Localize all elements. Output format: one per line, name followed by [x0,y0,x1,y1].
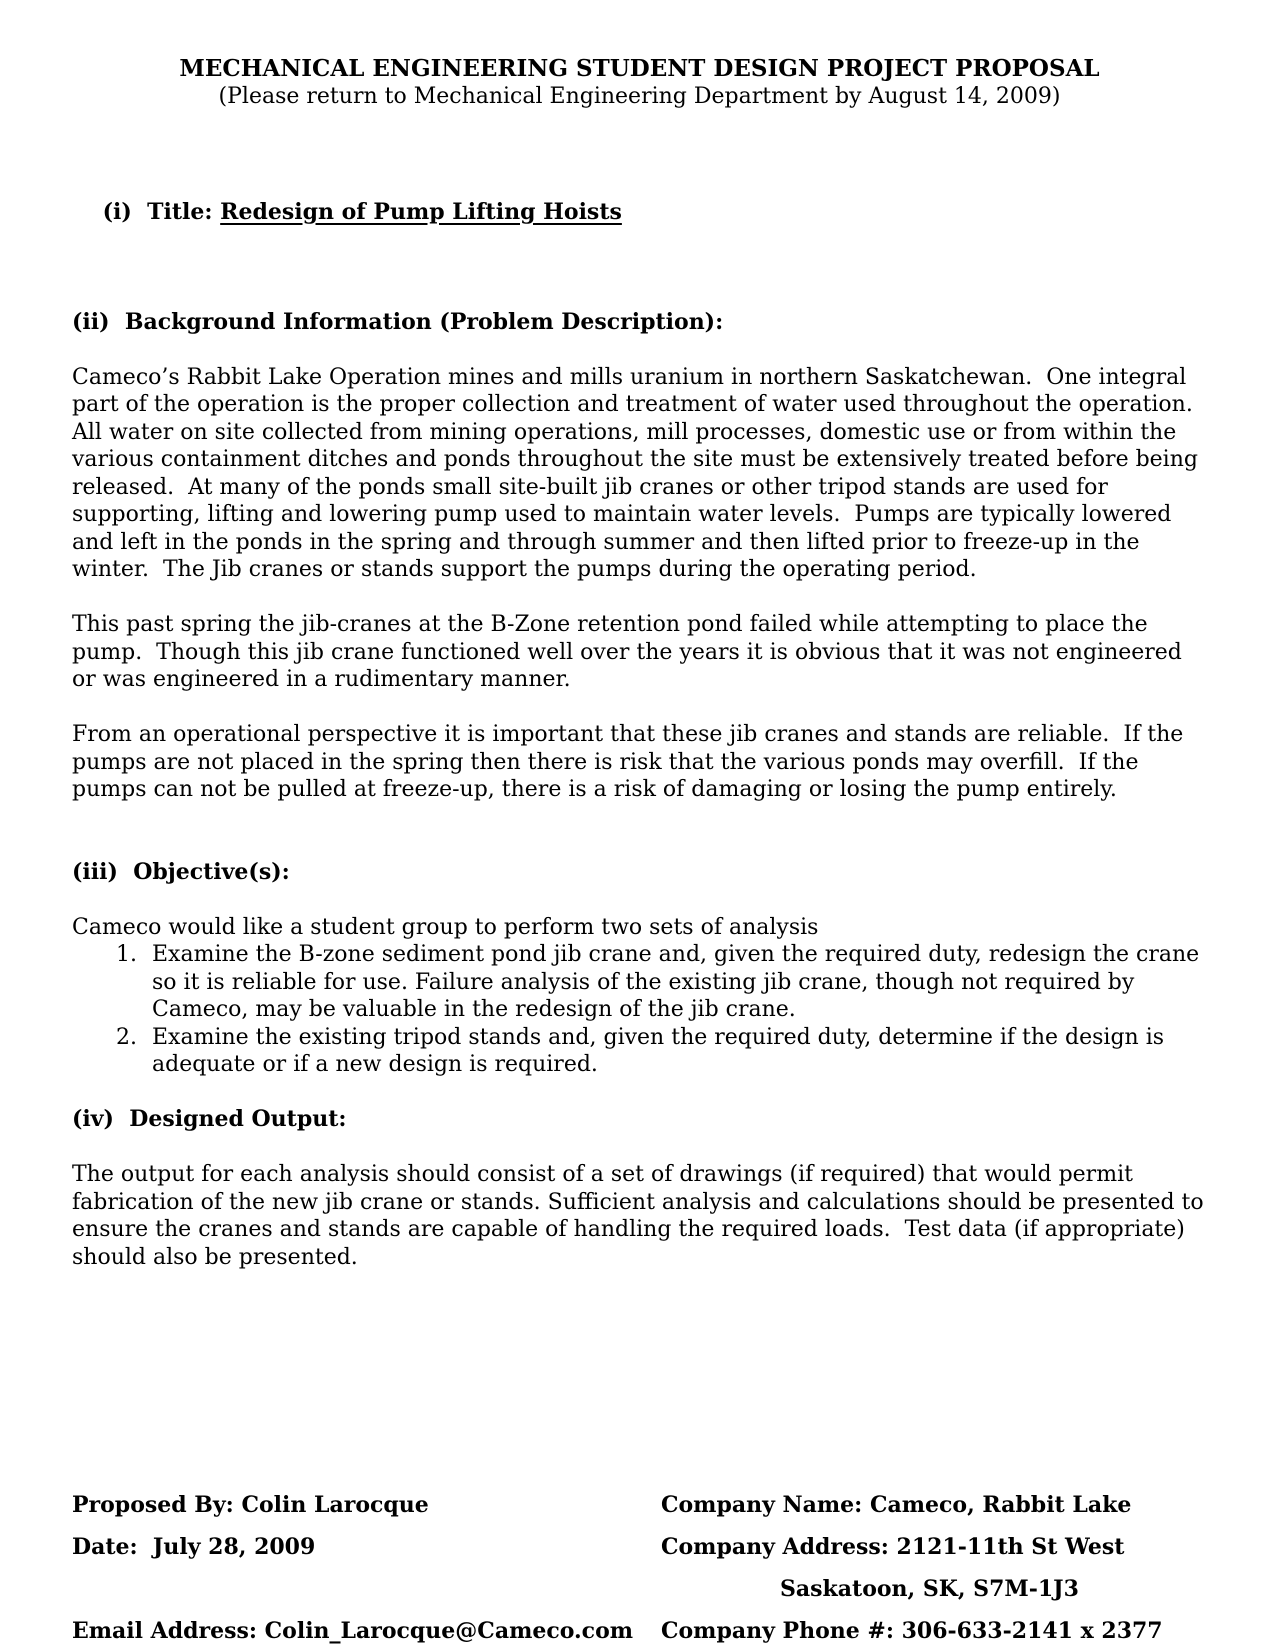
section-heading-background: (ii) Background Information (Problem Description): [72,308,724,335]
project-title-line [72,171,1207,254]
project-title-label: (i) Title: [102,198,221,225]
document-title: MECHANICAL ENGINEERING STUDENT DESIGN PROJECT PROPOSAL [179,55,1100,82]
contact-footer [72,1491,1207,1645]
list-item-text: Examine the B-zone sediment pond jib crane and, given the required duty, redesign the crane so it is reliable for use. Failure analysis of the existing jib crane, though not required by Cameco, may be valuable in the redesign of the jib crane. [152,942,1207,1022]
objectives-intro: Cameco would like a student group to perform two sets of analysis [72,914,819,940]
list-item-text: Examine the existing tripod stands and, given the required duty, determine if the design is adequate or if a new design is required. [152,1024,1172,1077]
designed-output-paragraph: The output for each analysis should consist of a set of drawings (if required) that would permit fabrication of the new jib crane or stands. Sufficient analysis and calculations should be presented to ensure the cranes and stands are capable of handling the required loads. Test data (if appropriate) should also be presented. [72,1162,1211,1270]
proposed-by-field: Proposed By: Colin Larocque [72,1492,429,1518]
objectives-list-item [72,941,1207,1024]
background-paragraph-1: Cameco’s Rabbit Lake Operation mines and mills uranium in northern Saskatchewan. One integral part of the operation is the proper collection and treatment of water used throughout the operation. All water on site collected from mining operations, mill processes, domestic use or from within the various containment ditches and ponds throughout the site must be extensively treated before being released. At many of the ponds small site-built jib cranes or other tripod stands are used for supporting, lifting and lowering pump used to maintain water levels. Pumps are typically lowered and left in the ponds in the spring and through summer and then lifted prior to freeze-up in the winter. The Jib cranes or stands support the pumps during the operating period. [72,364,1205,582]
email-address-field: Email Address: Colin_Larocque@Cameco.com [72,1618,634,1644]
company-name-field: Company Name: Cameco, Rabbit Lake [661,1492,1132,1518]
background-paragraph-3: From an operational perspective it is important that these jib cranes and stands are reliable. If the pumps are not placed in the spring then there is risk that the various ponds may overfill. If the pumps can not be pulled at freeze-up, there is a risk of damaging or losing the pump entirely. [72,722,1191,802]
project-title-value: Redesign of Pump Lifting Hoists [220,198,622,225]
background-paragraph-2: This past spring the jib-cranes at the B-Zone retention pond failed while attempting to place the pump. Though this jib crane functioned well over the years it is obvious that it was not engineered or was engineered in a rudimentary manner. [72,612,1189,692]
section-heading-objectives: (iii) Objective(s): [72,858,290,885]
company-phone-field: Company Phone #: 306-633-2141 x 2377 [661,1618,1163,1644]
section-heading-designed-output: (iv) Designed Output: [72,1106,347,1132]
footer-row [72,1617,1207,1645]
objectives-list [72,941,1207,1079]
footer-row [72,1575,1207,1603]
document-subtitle: (Please return to Mechanical Engineering Department by August 14, 2009) [218,84,1061,109]
footer-row [72,1533,1207,1561]
company-address-field: Company Address: 2121-11th St West [661,1534,1125,1560]
list-item-number: 1. [116,942,137,967]
document-header [72,55,1207,111]
footer-row [72,1491,1207,1519]
company-city-field: Saskatoon, SK, S7M-1J3 [780,1576,1079,1602]
date-field: Date: July 28, 2009 [72,1534,316,1560]
objectives-list-item [72,1024,1207,1079]
list-item-number: 2. [116,1024,137,1050]
